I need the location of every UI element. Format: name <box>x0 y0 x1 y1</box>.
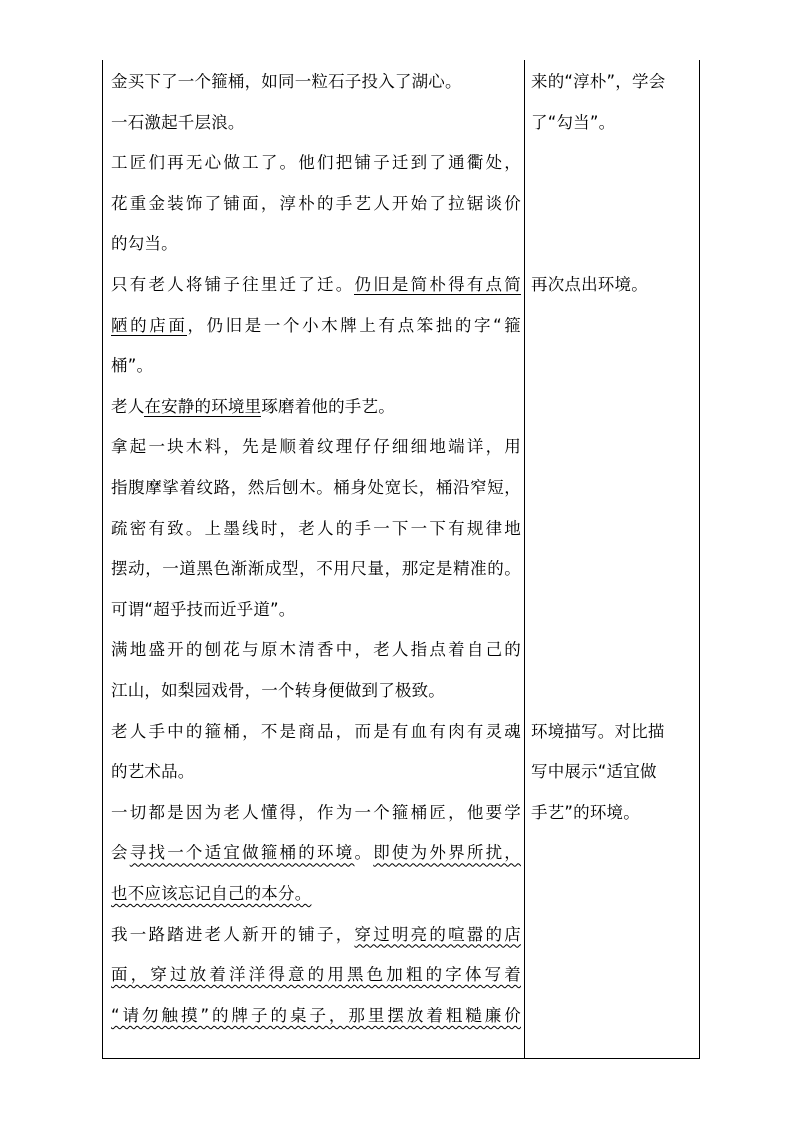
text-segment: ，仍旧是一个小木牌上有点笨拙的字“箍 <box>187 315 521 335</box>
column-divider <box>524 60 525 1058</box>
wavy-underlined-phrase: 面，穿过放着洋洋得意的用黑色加粗的字体写着 <box>111 965 521 985</box>
annotation-table <box>102 60 700 1059</box>
text-line <box>111 516 521 542</box>
text-line <box>111 191 521 217</box>
wavy-underlined-phrase: 也不应该忘记自己的本分。 <box>111 884 312 903</box>
text-segment: 花重金装饰了铺面，淳朴的手艺人开始了拉锯谈价 <box>111 193 521 213</box>
text-line <box>111 759 195 785</box>
text-segment: 桶”。 <box>111 356 154 376</box>
text-segment: 我一路踏进老人新开的铺子， <box>111 924 355 944</box>
text-segment: 的勾当。 <box>111 234 178 254</box>
text-segment: 疏密有致。上墨线时，老人的手一下一下有规律地 <box>111 518 521 538</box>
text-line <box>111 556 521 582</box>
note-line: 手艺”的环境。 <box>531 802 640 822</box>
underlined-phrase: 在安静的环境里 <box>144 396 262 416</box>
text-segment: 可谓“超乎技而近乎道”。 <box>111 599 296 619</box>
underlined-phrase: 陋的店面 <box>111 315 188 335</box>
text-segment: 老人手中的箍桶，不是商品，而是有血有肉有灵魂 <box>111 721 521 741</box>
text-line <box>111 840 521 866</box>
text-segment: 摆动，一道黑色渐渐成型，不用尺量，那定是精准的。 <box>111 559 521 579</box>
note-line: 了“勾当”。 <box>531 112 616 132</box>
text-segment: 。 <box>354 843 374 863</box>
text-segment: 工匠们再无心做工了。他们把铺子迁到了通衢处， <box>111 153 521 173</box>
underlined-phrase: 仍旧是简朴得有点简 <box>354 275 521 294</box>
note-line: 来的“淳朴”，学会 <box>531 72 666 91</box>
text-segment: 只有老人将铺子往里迁了迁。 <box>111 275 355 294</box>
text-segment: 会 <box>111 843 130 863</box>
text-segment: 拿起一块木料，先是顺着纹理仔仔细细地端详，用 <box>111 437 521 457</box>
text-line <box>111 597 296 623</box>
text-line <box>111 313 521 339</box>
text-line <box>111 881 311 907</box>
text-line <box>111 353 153 379</box>
note-line: 再次点出环境。 <box>531 275 648 294</box>
text-line <box>111 110 245 136</box>
text-line <box>111 231 178 257</box>
text-line <box>111 922 521 948</box>
text-segment: 一石激起千层浪。 <box>111 112 245 132</box>
text-line <box>111 150 521 176</box>
wavy-underlined-phrase: 即使为外界所扰， <box>373 843 521 863</box>
text-segment: 指腹摩挲着纹路，然后刨木。桶身处宽长，桶沿窄短， <box>111 478 521 497</box>
text-line <box>111 434 521 460</box>
wavy-underlined-phrase: “请勿触摸”的牌子的桌子，那里摆放着粗糙廉价 <box>111 1005 521 1025</box>
text-line <box>111 394 395 420</box>
text-line <box>111 678 445 704</box>
wavy-underlined-phrase: 穿过明亮的喧嚣的店 <box>354 924 521 944</box>
text-segment: 满地盛开的刨花与原木清香中，老人指点着自己的 <box>111 640 521 660</box>
text-segment: 老人 <box>111 396 145 416</box>
text-line <box>111 272 521 298</box>
text-segment: 金买下了一个箍桶，如同一粒石子投入了湖心。 <box>111 72 462 91</box>
text-line <box>111 69 462 95</box>
text-line <box>111 475 521 501</box>
note-line: 环境描写。对比描 <box>531 721 665 741</box>
note-line: 写中展示“适宜做 <box>531 762 657 782</box>
text-segment: 琢磨着他的手艺。 <box>261 396 395 416</box>
text-segment: 江山，如梨园戏骨，一个转身便做到了极致。 <box>111 681 445 700</box>
text-line <box>111 800 521 826</box>
wavy-underlined-phrase: 寻找一个适宜做箍桶的环境 <box>129 843 355 863</box>
text-segment: 的艺术品。 <box>111 762 195 782</box>
text-segment: 一切都是因为老人懂得，作为一个箍桶匠，他要学 <box>111 802 521 822</box>
text-line <box>111 1003 521 1029</box>
text-line <box>111 962 521 988</box>
text-line <box>111 719 521 745</box>
text-line <box>111 637 521 663</box>
